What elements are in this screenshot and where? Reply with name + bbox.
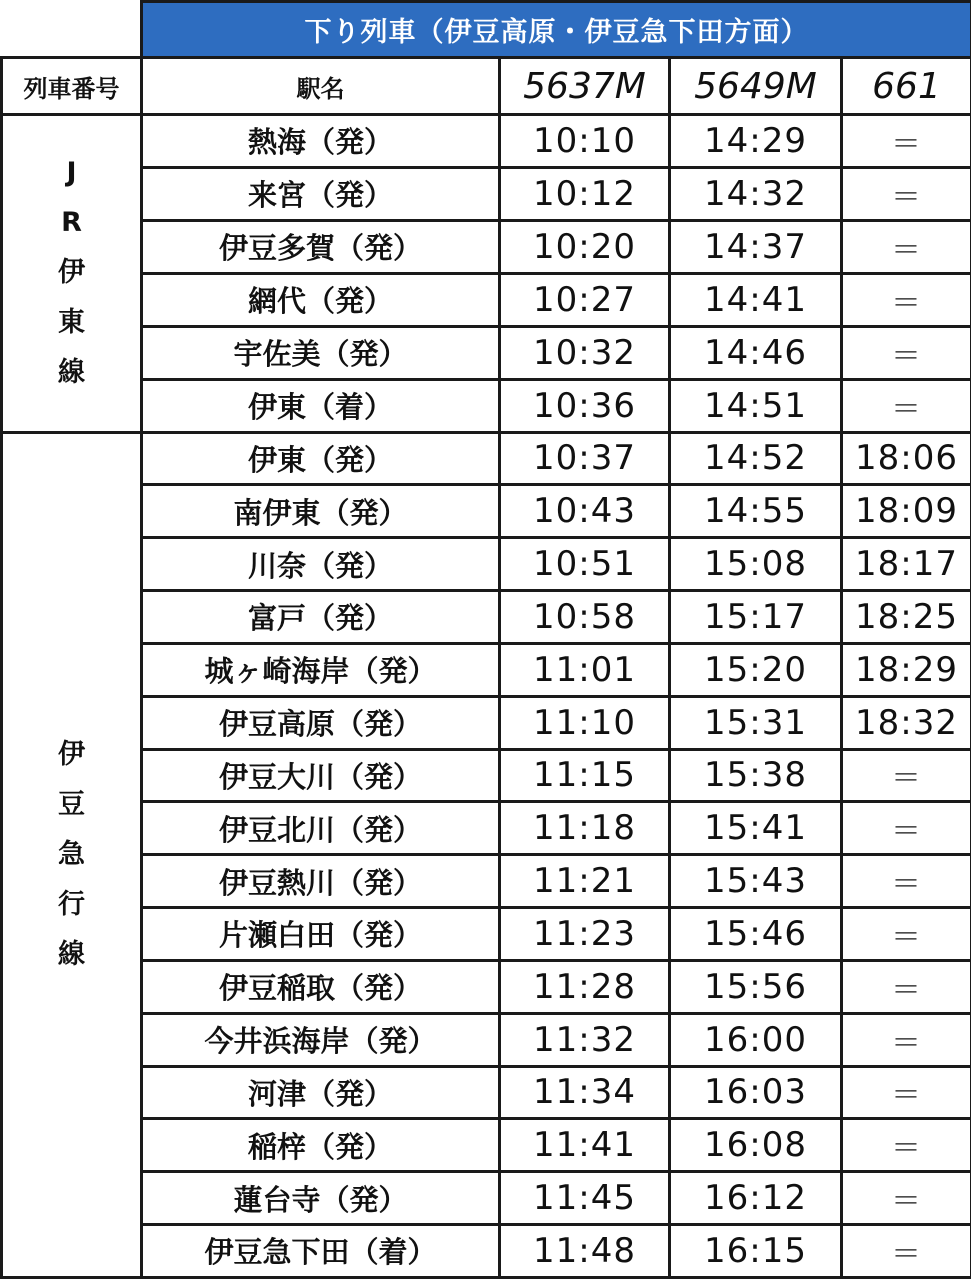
departure-time: ＝ <box>842 114 971 167</box>
departure-time: 18:29 <box>842 643 971 696</box>
departure-time: 14:37 <box>670 220 842 273</box>
table-row <box>2 855 971 908</box>
table-row <box>2 538 971 591</box>
table-row <box>2 908 971 961</box>
departure-time: 15:08 <box>670 538 842 591</box>
line-name-char: 豆 <box>58 788 85 820</box>
train-header-661: 661 <box>842 58 971 114</box>
departure-time: 10:37 <box>500 432 670 485</box>
station-header: 駅名 <box>142 58 500 114</box>
departure-time: 16:00 <box>670 1013 842 1066</box>
table-row <box>2 220 971 273</box>
departure-time: 15:46 <box>670 908 842 961</box>
station-name: 伊豆稲取（発） <box>142 960 500 1013</box>
station-name: 網代（発） <box>142 273 500 326</box>
line-name-char: 伊 <box>58 257 85 289</box>
departure-time: 11:34 <box>500 1066 670 1119</box>
departure-time: 16:08 <box>670 1119 842 1172</box>
departure-time: 11:01 <box>500 643 670 696</box>
line-name-cell <box>2 432 142 1277</box>
departure-time: 15:38 <box>670 749 842 802</box>
departure-time: 18:32 <box>842 696 971 749</box>
departure-time: ＝ <box>842 960 971 1013</box>
table-row <box>2 432 971 485</box>
departure-time: 16:15 <box>670 1224 842 1277</box>
departure-time: ＝ <box>842 1013 971 1066</box>
departure-time: 10:12 <box>500 167 670 220</box>
departure-time: 16:03 <box>670 1066 842 1119</box>
departure-time: 14:52 <box>670 432 842 485</box>
station-name: 伊豆熱川（発） <box>142 855 500 908</box>
station-name: 熱海（発） <box>142 114 500 167</box>
station-name: 川奈（発） <box>142 538 500 591</box>
table-row <box>2 273 971 326</box>
departure-time: 18:25 <box>842 591 971 644</box>
departure-time: ＝ <box>842 1224 971 1277</box>
departure-time: 15:43 <box>670 855 842 908</box>
departure-time: ＝ <box>842 220 971 273</box>
line-name-char: 線 <box>58 938 85 970</box>
departure-time: 15:17 <box>670 591 842 644</box>
departure-time: 18:09 <box>842 485 971 538</box>
table-row <box>2 696 971 749</box>
departure-time: 15:41 <box>670 802 842 855</box>
line-name-char: 線 <box>58 357 85 389</box>
departure-time: 10:20 <box>500 220 670 273</box>
station-name: 蓮台寺（発） <box>142 1172 500 1225</box>
departure-time: ＝ <box>842 1066 971 1119</box>
line-name-char: 行 <box>58 888 85 920</box>
departure-time: 11:10 <box>500 696 670 749</box>
table-row <box>2 749 971 802</box>
station-name: 城ヶ崎海岸（発） <box>142 643 500 696</box>
departure-time: 14:51 <box>670 379 842 432</box>
table-row <box>2 960 971 1013</box>
station-name: 伊豆北川（発） <box>142 802 500 855</box>
departure-time: ＝ <box>842 379 971 432</box>
line-name-char: J <box>66 157 77 189</box>
departure-time: 11:18 <box>500 802 670 855</box>
departure-time: 11:15 <box>500 749 670 802</box>
title-row <box>2 2 971 58</box>
table-row <box>2 167 971 220</box>
station-name: 今井浜海岸（発） <box>142 1013 500 1066</box>
departure-time: 10:10 <box>500 114 670 167</box>
departure-time: 11:28 <box>500 960 670 1013</box>
departure-time: 14:41 <box>670 273 842 326</box>
station-name: 南伊東（発） <box>142 485 500 538</box>
departure-time: 11:32 <box>500 1013 670 1066</box>
departure-time: 11:45 <box>500 1172 670 1225</box>
table-row <box>2 326 971 379</box>
departure-time: ＝ <box>842 855 971 908</box>
departure-time: 10:36 <box>500 379 670 432</box>
departure-time: 10:32 <box>500 326 670 379</box>
departure-time: ＝ <box>842 167 971 220</box>
train-number-header: 列車番号 <box>2 58 142 114</box>
station-name: 来宮（発） <box>142 167 500 220</box>
table-row <box>2 114 971 167</box>
station-name: 伊豆急下田（着） <box>142 1224 500 1277</box>
departure-time: 18:06 <box>842 432 971 485</box>
table-row <box>2 1013 971 1066</box>
table-row <box>2 591 971 644</box>
departure-time: ＝ <box>842 749 971 802</box>
station-name: 宇佐美（発） <box>142 326 500 379</box>
departure-time: ＝ <box>842 326 971 379</box>
departure-time: 18:17 <box>842 538 971 591</box>
departure-time: 14:46 <box>670 326 842 379</box>
departure-time: 15:56 <box>670 960 842 1013</box>
table-row <box>2 1066 971 1119</box>
departure-time: 10:43 <box>500 485 670 538</box>
departure-time: 16:12 <box>670 1172 842 1225</box>
departure-time: ＝ <box>842 273 971 326</box>
departure-time: 11:41 <box>500 1119 670 1172</box>
departure-time: ＝ <box>842 1172 971 1225</box>
table-row <box>2 1224 971 1277</box>
train-header-5649m: 5649M <box>670 58 842 114</box>
departure-time: 14:55 <box>670 485 842 538</box>
station-name: 片瀬白田（発） <box>142 908 500 961</box>
station-name: 伊豆多賀（発） <box>142 220 500 273</box>
departure-time: 10:51 <box>500 538 670 591</box>
station-name: 稲梓（発） <box>142 1119 500 1172</box>
station-name: 伊豆高原（発） <box>142 696 500 749</box>
header-row <box>2 58 971 114</box>
line-name-char: 急 <box>58 838 85 870</box>
departure-time: ＝ <box>842 1119 971 1172</box>
departure-time: 10:58 <box>500 591 670 644</box>
table-row <box>2 485 971 538</box>
table-title: 下り列車（伊豆高原・伊豆急下田方面） <box>142 2 971 58</box>
departure-time: 11:23 <box>500 908 670 961</box>
departure-time: 14:32 <box>670 167 842 220</box>
table-row <box>2 643 971 696</box>
departure-time: 15:31 <box>670 696 842 749</box>
line-name-char: 伊 <box>58 738 85 770</box>
departure-time: 15:20 <box>670 643 842 696</box>
station-name: 伊東（着） <box>142 379 500 432</box>
station-name: 伊東（発） <box>142 432 500 485</box>
station-name: 富戸（発） <box>142 591 500 644</box>
departure-time: 10:27 <box>500 273 670 326</box>
station-name: 伊豆大川（発） <box>142 749 500 802</box>
train-header-5637m: 5637M <box>500 58 670 114</box>
departure-time: 11:21 <box>500 855 670 908</box>
line-name-cell <box>2 114 142 432</box>
departure-time: ＝ <box>842 802 971 855</box>
departure-time: ＝ <box>842 908 971 961</box>
departure-time: 11:48 <box>500 1224 670 1277</box>
line-name-char: 東 <box>58 307 85 339</box>
station-name: 河津（発） <box>142 1066 500 1119</box>
table-row <box>2 379 971 432</box>
line-name-char: R <box>61 207 82 239</box>
table-row <box>2 802 971 855</box>
table-row <box>2 1172 971 1225</box>
departure-time: 14:29 <box>670 114 842 167</box>
corner-blank <box>2 2 142 58</box>
table-row <box>2 1119 971 1172</box>
